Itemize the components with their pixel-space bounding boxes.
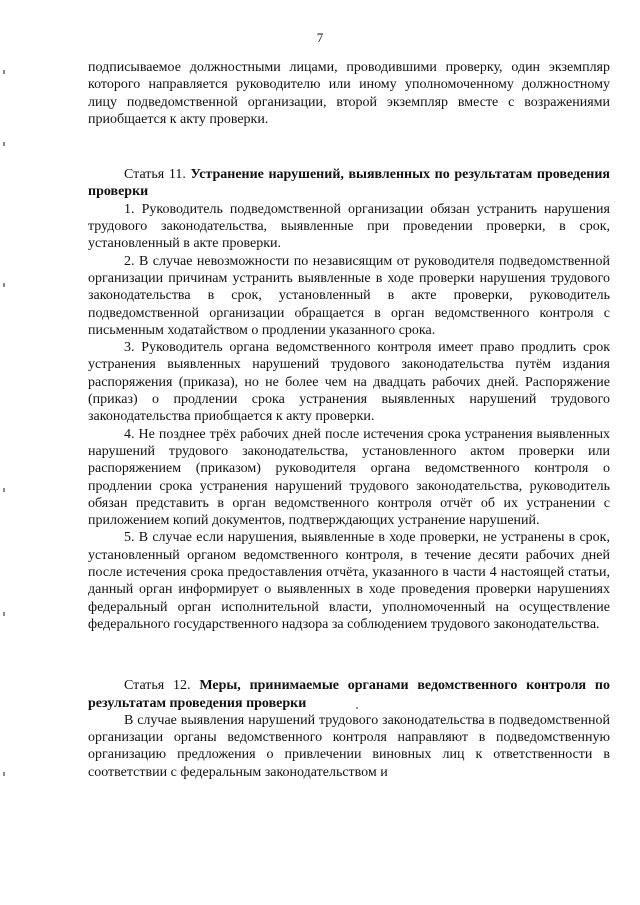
intro-paragraph: подписываемое должностными лицами, проводившими проверку, один экземпляр которого направляется руководителю или иному уполномоченному должностному лицу подведомственной организации, второй экземпляр вместе с возражениями приобщается к акту проверки. [88, 60, 610, 127]
scan-artifact-mark [3, 283, 5, 287]
article-11-heading [88, 166, 610, 201]
scan-artifact-mark [3, 142, 5, 146]
scan-artifact-mark [3, 488, 5, 492]
article-12-label: Статья 12. [124, 678, 191, 694]
section-spacer [88, 128, 610, 166]
article-11-paragraph-2: 2. В случае невозможности по независящим от руководителя подведомственной организации причинам устранить выявленные в ходе проверки нарушения трудового законодательства в срок, установленный в акте проверки, руководитель подведомственной организации обращается в орган ведомственного контроля с письменным ходатайством о продлении указанного срока. [88, 253, 610, 338]
article-11-paragraph-5: 5. В случае если нарушения, выявленные в ходе проверки, не устранены в срок, установленный органом ведомственного контроля, в течение десяти рабочих дней после истечения срока предоставления отчёта, указанного в части 4 настоящей статьи, данный орган информирует о выявленных в ходе проведения проверки нарушениях федеральный орган исполнительной власти, уполномоченный на осуществление федерального государственного надзора за соблюдением трудового законодательства. [88, 530, 610, 632]
article-12-paragraph-1: В случае выявления нарушений трудового законодательства в подведомственной организации органы ведомственного контроля направляют в подведомственную организацию предложения о привлечении виновных лиц к ответственности в соответствии с федеральным законодательством и [88, 712, 610, 780]
article-11-paragraph-4: 4. Не позднее трёх рабочих дней после истечения срока устранения выявленных нарушений трудового законодательства, установленного актом проверки или распоряжением (приказом) руководителя органа ведомственного контроля о продлении срока устранения нарушений трудового законодательства, руководитель обязан представить в орган ведомственного контроля отчёт об их устранении с приложением копий документов, подтверждающих устранение нарушений. [88, 426, 610, 529]
article-12-heading [88, 677, 610, 712]
article-11-label: Статья 11. [124, 167, 186, 183]
article-11-paragraph-1: 1. Руководитель подведомственной организации обязан устранить нарушения трудового законодательства, выявленные при проведении проверки, в срок, установленный в акте проверки. [88, 201, 610, 252]
article-11-paragraph-3: 3. Руководитель органа ведомственного контроля имеет право продлить срок устранения выявленных нарушений трудового законодательства путём издания распоряжения (приказа), но не более чем на двадцать рабочих дней. Распоряжение (приказ) о продлении срока устранения выявленных нарушений трудового законодательства приобщается к акту проверки. [88, 340, 610, 425]
article-11-title: Устранение нарушений, выявленных по результатам проведения проверки [88, 167, 611, 200]
scan-artifact-mark [3, 772, 5, 776]
scan-artifact-mark [3, 70, 5, 74]
section-spacer [88, 633, 610, 677]
page-number: 7 [316, 30, 324, 45]
document-body [88, 59, 610, 781]
article-12-title: Меры, принимаемые органами ведомственного контроля по результатам проведения проверки [88, 678, 610, 711]
scan-artifact-mark [3, 612, 5, 616]
